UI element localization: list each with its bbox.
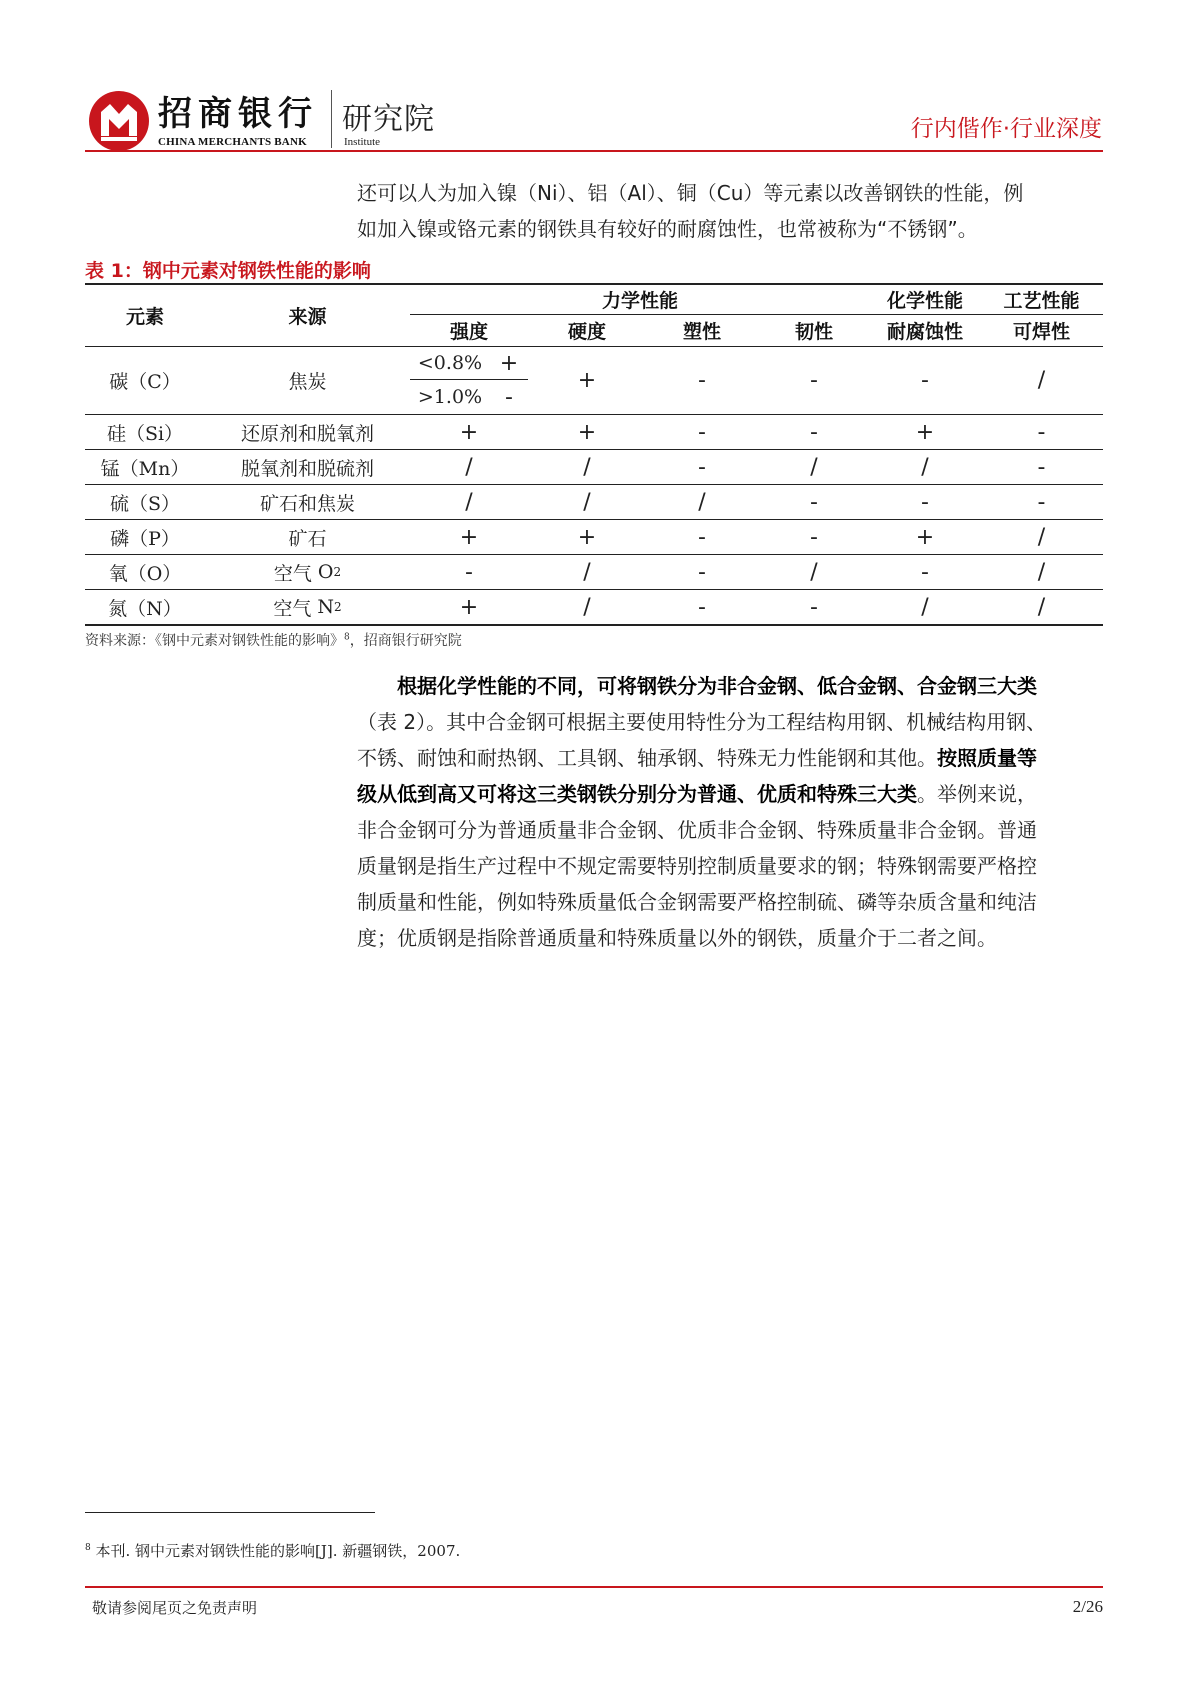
row-weldability: /	[1037, 559, 1046, 585]
carbon-strength-high-label: >1.0%	[417, 386, 483, 408]
header-source: 来源	[288, 306, 327, 328]
brand-name-en: CHINA MERCHANTS BANK	[158, 136, 307, 148]
body-paragraph	[357, 668, 1105, 956]
row-element: 磷（P）	[110, 527, 180, 550]
row-source-formula: N	[317, 596, 335, 618]
carbon-source: 焦炭	[288, 371, 327, 393]
carbon-toughness: -	[810, 368, 818, 393]
row-corrosion: +	[915, 524, 935, 550]
row-source-subscript: 2	[334, 600, 342, 614]
row-weldability: -	[1037, 419, 1046, 445]
row-corrosion: /	[921, 454, 929, 480]
row-hardness: /	[583, 454, 591, 480]
table-bottom-rule	[85, 624, 1103, 626]
row-source-formula: O	[317, 561, 334, 583]
row-source-text: 空气	[273, 597, 312, 620]
footnote-number: 8	[85, 1543, 91, 1553]
table-source-note	[85, 630, 462, 650]
row-weldability: /	[1037, 594, 1046, 620]
body-bold-text: 级从低到高又可将这三类钢铁分别分为普通、优质和特殊三大类	[357, 782, 917, 806]
row-element: 氧（O）	[108, 562, 182, 585]
header-hardness: 硬度	[567, 321, 606, 343]
brand-name-cn: 招商银行	[158, 94, 318, 134]
row-hardness: /	[583, 594, 591, 620]
row-source-subscript: 2	[333, 565, 342, 579]
row-strength: -	[465, 559, 473, 585]
body-line: 非合金钢可分为普通质量非合金钢、优质非合金钢、特殊质量非合金钢。普通	[357, 818, 1037, 842]
footnote-rule	[85, 1512, 375, 1513]
row-plasticity: -	[698, 419, 706, 445]
row-toughness: -	[810, 524, 818, 550]
row-strength: +	[459, 524, 479, 550]
row-toughness: -	[810, 489, 818, 515]
body-line: 制质量和性能，例如特殊质量低合金钢需要严格控制硫、磷等杂质含量和纯洁	[357, 890, 1037, 914]
body-line	[357, 776, 1105, 812]
row-plasticity: -	[698, 559, 706, 585]
row-plasticity: -	[698, 524, 706, 550]
carbon-strength-low-label: <0.8%	[417, 352, 483, 374]
carbon-strength-high-value: -	[505, 384, 513, 410]
row-toughness: /	[810, 559, 818, 585]
row-hardness: +	[577, 419, 597, 445]
row-weldability: -	[1037, 489, 1046, 515]
carbon-element: 碳（C）	[109, 371, 181, 393]
body-bold-text: 按照质量等	[937, 746, 1037, 770]
carbon-corrosion: -	[921, 368, 929, 393]
elements-table	[0, 0, 1189, 660]
body-line: 质量钢是指生产过程中不规定需要特别控制质量要求的钢；特殊钢需要严格控	[357, 854, 1037, 878]
row-toughness: -	[810, 419, 818, 445]
row-plasticity: /	[698, 489, 706, 515]
row-element: 硫（S）	[109, 492, 181, 515]
institute-name-en: Institute	[344, 136, 381, 148]
source-note-text: 资料来源：《钢中元素对钢铁性能的影响》	[85, 633, 344, 649]
table-title: 表 1：钢中元素对钢铁性能的影响	[85, 260, 371, 282]
row-corrosion: -	[921, 489, 929, 515]
carbon-strength-low-value: +	[499, 350, 519, 376]
row-corrosion: /	[921, 594, 929, 620]
header-process: 工艺性能	[1003, 290, 1080, 312]
header-strength: 强度	[449, 321, 488, 343]
source-note-tail: ，招商银行研究院	[349, 633, 462, 649]
row-corrosion: +	[915, 419, 935, 445]
row-toughness: /	[810, 454, 818, 480]
page-number: 2/26	[1072, 1597, 1103, 1616]
row-weldability: /	[1037, 524, 1046, 550]
row-hardness: /	[583, 489, 591, 515]
footnote-text: 本刊. 钢中元素对钢铁性能的影响[J]. 新疆钢铁，2007.	[95, 1542, 461, 1560]
header-plasticity: 塑性	[682, 321, 721, 343]
row-toughness: -	[810, 594, 818, 620]
row-plasticity: -	[698, 454, 706, 480]
header-toughness: 韧性	[794, 321, 833, 343]
intro-line: 还可以人为加入镍（Ni）、铝（Al）、铜（Cu）等元素以改善钢铁的性能，例	[357, 181, 1024, 205]
row-source	[205, 555, 410, 589]
row-plasticity: -	[698, 594, 706, 620]
body-line: （表 2）。其中合金钢可根据主要使用特性分为工程结构用钢、机械结构用钢、	[357, 710, 1047, 734]
row-element: 硅（Si）	[106, 422, 184, 445]
header-element: 元素	[125, 306, 164, 328]
row-strength: /	[465, 454, 473, 480]
source-note-ref: 8	[344, 632, 350, 643]
row-hardness: +	[577, 524, 597, 550]
body-text: 不锈、耐蚀和耐热钢、工具钢、轴承钢、特殊无力性能钢和其他。	[357, 746, 937, 770]
carbon-plasticity: -	[698, 368, 706, 393]
row-weldability: -	[1037, 454, 1046, 480]
row-source: 矿石	[288, 527, 327, 550]
header-mechanical: 力学性能	[601, 290, 678, 312]
row-element: 锰（Mn）	[100, 457, 190, 480]
carbon-weldability: /	[1037, 368, 1046, 393]
row-source: 矿石和焦炭	[259, 492, 355, 515]
body-text: 。举例来说，	[917, 782, 1037, 806]
row-source	[205, 590, 410, 624]
header-chemical: 化学性能	[886, 290, 963, 312]
body-line: 根据化学性能的不同，可将钢铁分为非合金钢、低合金钢、合金钢三大类	[397, 674, 1037, 698]
header-weldability: 可焊性	[1012, 321, 1070, 343]
footnote	[85, 1540, 460, 1561]
footer-disclaimer: 敬请参阅尾页之免责声明	[92, 1599, 258, 1617]
row-source-text: 空气	[273, 562, 312, 585]
row-corrosion: -	[921, 559, 929, 585]
institute-name-cn: 研究院	[342, 102, 435, 137]
row-strength: +	[459, 419, 479, 445]
header-corrosion: 耐腐蚀性	[886, 321, 963, 343]
row-element: 氮（N）	[108, 597, 182, 620]
footer-rule	[85, 1586, 1103, 1588]
row-strength: +	[459, 594, 479, 620]
report-category-tag: 行内偕作·行业深度	[910, 116, 1102, 142]
body-line: 度；优质钢是指除普通质量和特殊质量以外的钢铁，质量介于二者之间。	[357, 926, 997, 950]
row-source: 还原剂和脱氧剂	[240, 422, 374, 445]
body-line	[357, 740, 1105, 776]
row-source: 脱氧剂和脱硫剂	[240, 457, 374, 480]
row-hardness: /	[583, 559, 591, 585]
row-strength: /	[465, 489, 473, 515]
carbon-hardness: +	[577, 368, 597, 393]
intro-line: 如加入镍或铬元素的钢铁具有较好的耐腐蚀性，也常被称为“不锈钢”。	[357, 217, 978, 241]
